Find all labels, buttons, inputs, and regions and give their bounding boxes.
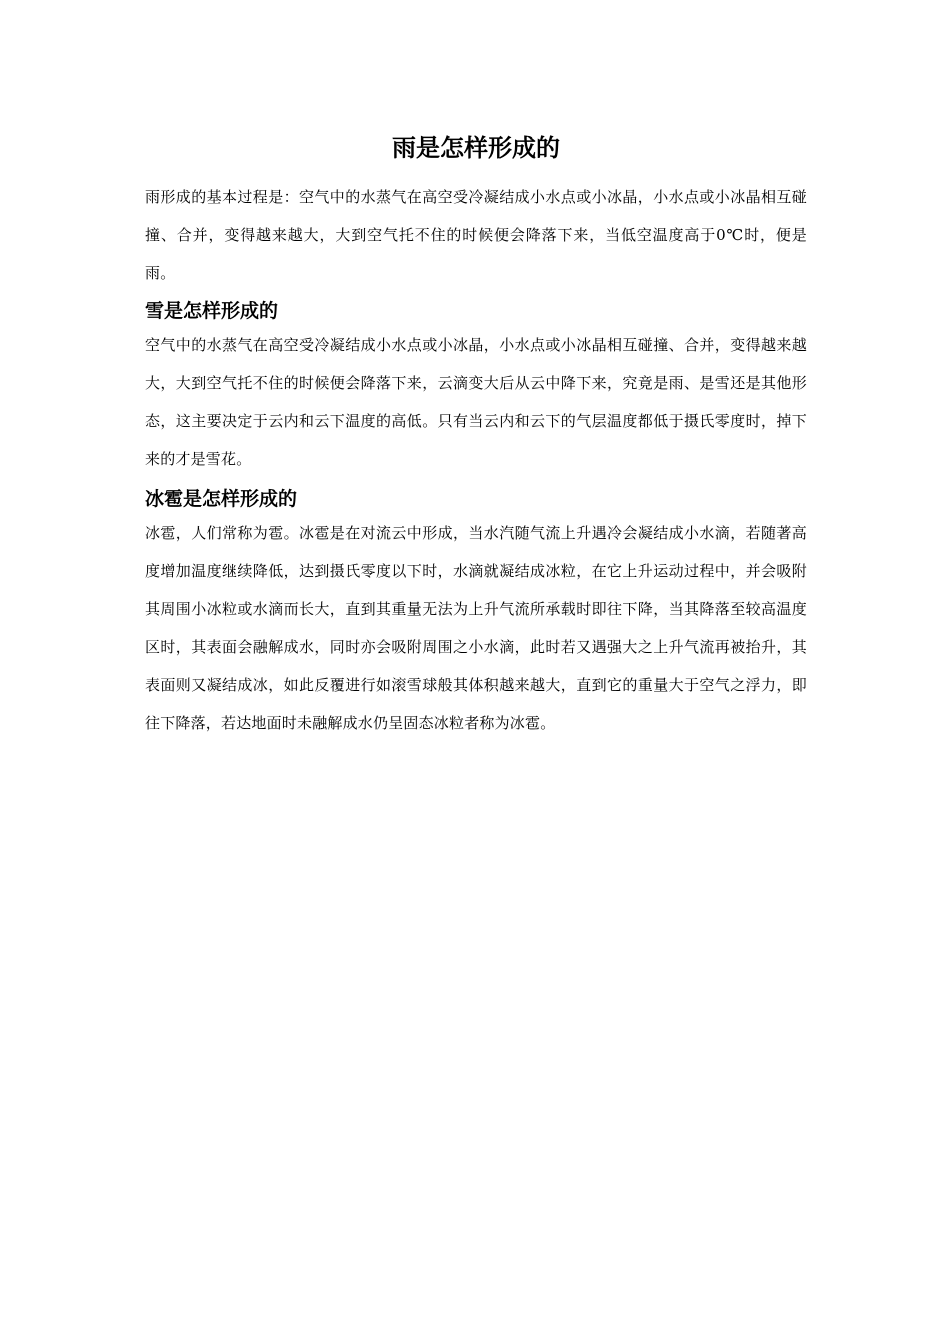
page-title: 雨是怎样形成的 — [392, 134, 560, 162]
snow-heading: 雪是怎样形成的 — [145, 300, 279, 322]
hail-paragraph: 冰雹，人们常称为雹。冰雹是在对流云中形成，当水汽随气流上升遇冷会凝结成小水滴，若随著高度增加温度继续降低，达到摄氏零度以下时，水滴就凝结成冰粒，在它上升运动过程中，并会吸附其周围小冰粒或水滴而长大，直到其重量无法为上升气流所承载时即往下降，当其降落至较高温度区时，其表面会融解成水，同时亦会吸附周围之小水滴，此时若又遇强大之上升气流再被抬升，其表面则又凝结成冰，如此反覆进行如滚雪球般其体积越来越大，直到它的重量大于空气之浮力，即往下降落，若达地面时未融解成水仍呈固态冰粒者称为冰雹。 — [145, 524, 807, 732]
rain-paragraph: 雨形成的基本过程是：空气中的水蒸气在高空受冷凝结成小水点或小冰晶，小水点或小冰晶相互碰撞、合并，变得越来越大，大到空气托不住的时候便会降落下来，当低空温度高于0℃时，便是雨。 — [145, 188, 807, 282]
snow-paragraph: 空气中的水蒸气在高空受冷凝结成小水点或小冰晶，小水点或小冰晶相互碰撞、合并，变得越来越大，大到空气托不住的时候便会降落下来，云滴变大后从云中降下来，究竟是雨、是雪还是其他形态，这主要决定于云内和云下温度的高低。只有当云内和云下的气层温度都低于摄氏零度时，掉下来的才是雪花。 — [145, 336, 807, 468]
document-page — [145, 128, 807, 742]
hail-heading: 冰雹是怎样形成的 — [145, 488, 298, 510]
